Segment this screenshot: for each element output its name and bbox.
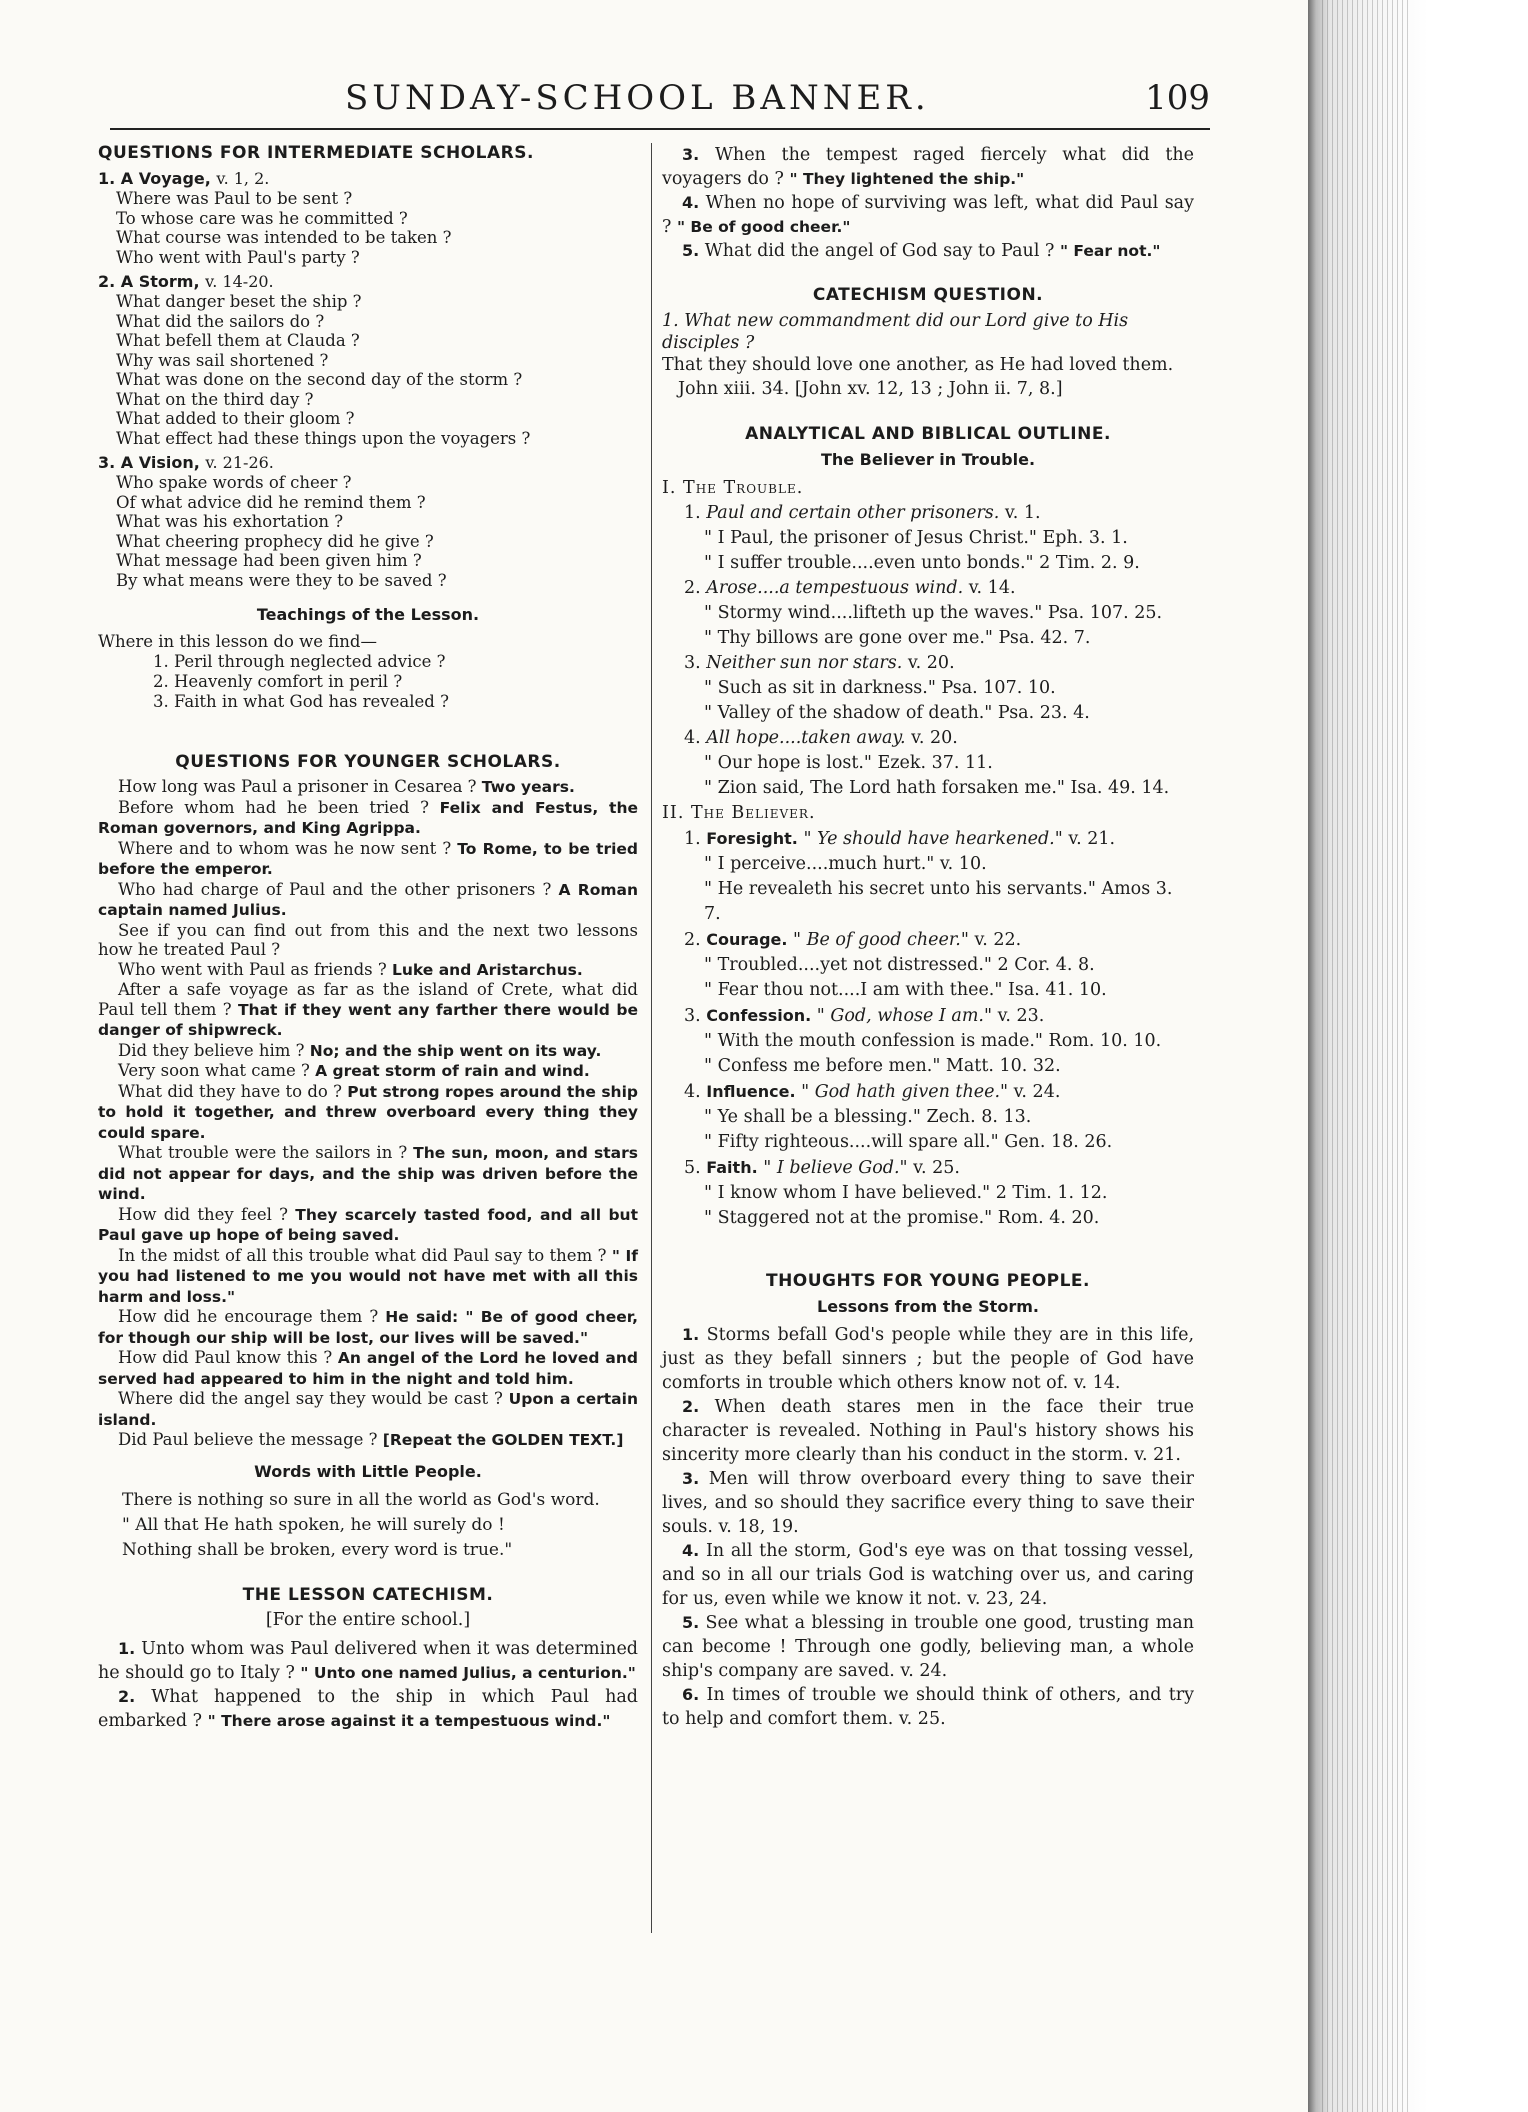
younger-title: QUESTIONS FOR YOUNGER SCHOLARS. [175, 752, 561, 772]
outline-subtitle: The Believer in Trouble. [820, 450, 1036, 469]
question-line: What effect had these things upon the voyagers ? [116, 428, 531, 448]
thought-item [662, 1683, 1194, 1731]
outline-part-heading: II. The Believer. [662, 803, 816, 823]
catechism-number: 2. [118, 1686, 152, 1706]
group-verse-ref: v. 21-26. [205, 453, 274, 472]
outline-quote: " Fifty righteous....will spare all." Gen. 18. 26. [704, 1132, 1113, 1152]
outline-point [684, 501, 1194, 526]
catechism-answer-text: " Fear not." [1059, 242, 1161, 260]
catechism-item [662, 239, 1194, 263]
question-answer [98, 1082, 638, 1144]
outline-point-heading: Courage. [706, 930, 794, 949]
outline-body [662, 476, 1194, 1231]
page-number: 109 [1145, 78, 1210, 118]
outline-point [684, 651, 1194, 676]
thought-text: When death stares men in the face their true character is revealed. Nothing in Paul's history shows his sincerity more clearly than his conduct in the storm. v. 21. [662, 1397, 1195, 1465]
question-line: What message had been given him ? [116, 551, 422, 570]
answer-text: They scarcely tasted food, and all but Paul gave up hope of being saved. [98, 1205, 638, 1244]
catechism-number: 4. [682, 193, 706, 212]
outline-quote: " Staggered not at the promise." Rom. 4. 20. [704, 1208, 1100, 1228]
lesson-catechism-title: THE LESSON CATECHISM. [242, 1584, 494, 1605]
outline-point-heading: Confession. [706, 1006, 817, 1025]
outline-quote: " I perceive....much hurt." v. 10. [704, 854, 987, 874]
thought-number: 2. [682, 1397, 715, 1416]
question-answer [98, 960, 638, 981]
question-answer [98, 1061, 638, 1082]
outline-point-heading: Faith. [706, 1158, 764, 1177]
outline-point-verse: v. 22. [974, 930, 1022, 950]
outline-point-verse: v. 23. [997, 1006, 1045, 1026]
intermediate-title: QUESTIONS FOR INTERMEDIATE SCHOLARS. [98, 143, 534, 163]
answer-text: Put strong ropes around the ship to hold it together, and threw overboard every thing they could spare. [98, 1082, 638, 1142]
outline-point-number: 1. [684, 503, 707, 523]
question-text: What did they have to do ? [118, 1081, 348, 1101]
outline-point [684, 726, 1194, 751]
teaching-item: 3. Faith in what God has revealed ? [153, 692, 449, 711]
question-answer [98, 921, 638, 960]
question-answer [98, 839, 638, 880]
group-verse-ref: v. 1, 2. [216, 169, 270, 188]
header-rule [110, 128, 1210, 130]
question-answer [98, 1143, 638, 1205]
answer-text: To Rome, to be tried before the emperor. [98, 839, 639, 878]
outline-point [684, 1003, 1194, 1029]
catechism-question-text: What happened to the ship in which Paul had embarked ? [98, 1686, 638, 1731]
outline-quote: " Confess me before men." Matt. 10. 32. [704, 1056, 1061, 1076]
outline-point-text: " I believe God." [763, 1158, 914, 1178]
question-group-heading [98, 452, 638, 473]
column-divider [651, 143, 652, 1933]
outline-point-number: 2. [684, 930, 707, 950]
teaching-item: 2. Heavenly comfort in peril ? [153, 672, 403, 691]
outline-point-verse: v. 20. [911, 728, 958, 748]
answer-text: Upon a certain island. [98, 1390, 638, 1429]
outline-quote: " I know whom I have believed." 2 Tim. 1. 12. [704, 1183, 1108, 1203]
outline-point [684, 576, 1194, 601]
question-text: How did he encourage them ? [118, 1307, 386, 1326]
outline-quote: " Our hope is lost." Ezek. 37. 11. [704, 753, 993, 773]
outline-point [684, 826, 1194, 852]
question-line: What was his exhortation ? [116, 512, 344, 531]
outline-point-text: " God, whose I am." [816, 1006, 998, 1026]
thought-item [662, 1395, 1194, 1467]
question-line: What course was intended to be taken ? [116, 228, 452, 247]
question-line: What was done on the second day of the storm ? [116, 370, 523, 389]
question-group-heading [98, 168, 638, 189]
verse-line: Nothing shall be broken, every word is true." [122, 1539, 513, 1560]
thought-item [662, 1611, 1194, 1683]
younger-questions [98, 777, 638, 1451]
outline-point [684, 1079, 1194, 1105]
outline-point-text: Arose....a tempestuous wind. [706, 578, 969, 598]
question-answer [98, 1348, 638, 1389]
little-people-verse [122, 1488, 638, 1563]
outline-point-text: " God hath given thee." [801, 1082, 1014, 1102]
answer-text: " If you had listened to me you would not have met with all this harm and loss." [98, 1246, 638, 1306]
question-line: What danger beset the ship ? [116, 292, 362, 311]
question-answer [98, 1205, 638, 1246]
question-text: Very soon what came ? [118, 1061, 316, 1080]
thought-number: 3. [682, 1469, 709, 1488]
catechism-answer-text: " Be of good cheer." [676, 218, 851, 236]
question-answer [98, 1389, 638, 1430]
thoughts-list [662, 1323, 1194, 1731]
group-title: A Vision, [120, 453, 206, 472]
running-header [110, 78, 1210, 128]
outline-point-text: All hope....taken away. [706, 728, 912, 748]
catechism-answer-text: " Unto one named Julius, a centurion." [300, 1663, 636, 1682]
outline-quote: " Such as sit in darkness." Psa. 107. 10. [704, 678, 1056, 698]
question-group-heading [98, 271, 638, 292]
question-line: What befell them at Clauda ? [116, 331, 360, 350]
right-column [662, 143, 1194, 1731]
outline-point-verse: v. 25. [913, 1158, 960, 1178]
question-text: Where and to whom was he now sent ? [118, 838, 458, 858]
verse-line: There is nothing so sure in all the world as God's word. [122, 1489, 600, 1510]
question-line: By what means were they to be saved ? [116, 570, 447, 590]
teachings-intro: Where in this lesson do we find— [98, 632, 377, 651]
catechism-question: 1. What new commandment did our Lord give to His disciples ? [662, 311, 1129, 353]
outline-quote: " I suffer trouble....even unto bonds." 2 Tim. 2. 9. [704, 553, 1140, 573]
catechism-item [98, 1637, 638, 1685]
catechism-item [662, 191, 1194, 239]
question-answer [98, 1041, 638, 1062]
question-text: Did they believe him ? [118, 1040, 310, 1060]
outline-quote: " With the mouth confession is made." Rom. 10. 10. [704, 1031, 1162, 1051]
outline-point-verse: v. 21. [1068, 829, 1116, 849]
catechism-answer-text: " They lightened the ship." [789, 170, 1025, 188]
book-page-edge [1308, 0, 1528, 2112]
outline-quote: " Stormy wind....lifteth up the waves." Psa. 107. 25. [704, 603, 1163, 623]
answer-text: A Roman captain named Julius. [98, 880, 639, 919]
outline-point-number: 5. [684, 1158, 707, 1178]
outline-point-verse: v. 1. [1004, 503, 1041, 523]
catechism-refs: John xiii. 34. [John xv. 12, 13 ; John ii. 7, 8.] [678, 379, 1063, 399]
thought-number: 6. [682, 1685, 707, 1704]
question-text: How long was Paul a prisoner in Cesarea ? [118, 777, 482, 796]
question-line: Who went with Paul's party ? [116, 247, 360, 267]
catechism-question-text: When no hope of surviving was left, what did Paul say ? [662, 193, 1195, 237]
question-answer [98, 1430, 638, 1451]
outline-point-text: " Be of good cheer." [793, 930, 975, 950]
question-text: Did Paul believe the message ? [118, 1430, 383, 1449]
thought-number: 1. [682, 1325, 707, 1344]
outline-point-number: 4. [684, 1082, 707, 1102]
catechism-number: 3. [682, 145, 715, 164]
teachings-list [153, 652, 638, 712]
question-answer [98, 880, 638, 921]
answer-text: A great storm of rain and wind. [315, 1062, 590, 1080]
outline-point-text: Neither sun nor stars. [706, 653, 908, 673]
question-text: Who had charge of Paul and the other prisoners ? [118, 879, 559, 899]
catechism-question-text: Unto whom was Paul delivered when it was determined he should go to Italy ? [98, 1638, 638, 1683]
group-title: A Storm, [120, 272, 206, 291]
question-text: Before whom had he been tried ? [118, 797, 440, 817]
group-number: 1. [98, 169, 121, 188]
question-line: What on the third day ? [116, 389, 314, 409]
outline-quote: " Zion said, The Lord hath forsaken me." Isa. 49. 14. [704, 778, 1170, 798]
question-line: What cheering prophecy did he give ? [116, 531, 434, 551]
outline-point [684, 1155, 1194, 1181]
outline-part-heading: I. The Trouble. [662, 478, 804, 498]
answer-text: He said: " Be of good cheer, for though our ship will be lost, our lives will be saved." [98, 1308, 638, 1347]
verse-line: " All that He hath spoken, he will surely do ! [122, 1514, 505, 1535]
question-text: How did Paul know this ? [118, 1348, 338, 1367]
outline-title: ANALYTICAL AND BIBLICAL OUTLINE. [745, 424, 1111, 444]
answer-text: Two years. [481, 778, 575, 796]
question-answer [98, 798, 638, 839]
teachings-title: Teachings of the Lesson. [256, 605, 480, 624]
catechism-question-text: When the tempest raged fiercely what did the voyagers do ? [662, 145, 1195, 189]
outline-point-number: 3. [684, 1006, 707, 1026]
group-number: 2. [98, 272, 121, 291]
lesson-catechism-subtitle: [For the entire school.] [265, 1609, 471, 1630]
question-line: Why was sail shortened ? [116, 350, 329, 370]
outline-point-verse: v. 14. [968, 578, 1016, 598]
answer-text: No; and the ship went on its way. [309, 1041, 602, 1060]
group-number: 3. [98, 453, 121, 472]
outline-quote: " Fear thou not....I am with thee." Isa. 41. 10. [704, 980, 1107, 1000]
outline-point-text: Paul and certain other prisoners. [706, 503, 1005, 523]
question-text: See if you can find out from this and the next two lessons how he treated Paul ? [98, 920, 638, 959]
thoughts-subtitle: Lessons from the Storm. [817, 1297, 1039, 1316]
catechism-number: 1. [118, 1638, 142, 1658]
thought-item [662, 1539, 1194, 1611]
answer-text: The sun, moon, and stars did not appear for days, and the ship was driven before the wind. [98, 1144, 638, 1203]
thought-text: See what a blessing in trouble one good, trusting man can become ! Through one godly, believing man, a whole ship's company are saved. v. 24. [662, 1613, 1194, 1681]
outline-quote: " Thy billows are gone over me." Psa. 42. 7. [704, 628, 1091, 648]
outline-quote: " Valley of the shadow of death." Psa. 23. 4. [704, 703, 1090, 723]
question-text: What trouble were the sailors in ? [118, 1143, 414, 1162]
teaching-item: 1. Peril through neglected advice ? [153, 652, 446, 671]
catechism-item [98, 1685, 638, 1733]
outline-point-heading: Influence. [706, 1082, 802, 1101]
question-answer [98, 1307, 638, 1348]
thought-item [662, 1323, 1194, 1395]
group-title: A Voyage, [120, 169, 217, 188]
catechism-question-title: CATECHISM QUESTION. [812, 285, 1044, 305]
question-answer [98, 1246, 638, 1308]
group-verse-ref: v. 14-20. [205, 272, 274, 291]
question-line: To whose care was he committed ? [116, 208, 408, 228]
question-answer [98, 980, 638, 1041]
answer-text: Luke and Aristarchus. [391, 960, 583, 979]
catechism-number: 5. [682, 241, 705, 260]
answer-text: Felix and Festus, the Roman governors, and King Agrippa. [98, 798, 638, 837]
question-line: Of what advice did he remind them ? [116, 492, 426, 512]
running-title: SUNDAY-SCHOOL BANNER. [345, 78, 930, 118]
outline-point-verse: v. 24. [1013, 1082, 1061, 1102]
little-people-title: Words with Little People. [254, 1461, 482, 1481]
question-line: Where was Paul to be sent ? [116, 189, 353, 208]
question-text: How did they feel ? [118, 1204, 296, 1224]
thought-text: Men will throw overboard every thing to save their lives, and so should they sacrifice every thing to save their souls. v. 18, 19. [662, 1469, 1194, 1537]
outline-quote: " He revealeth his secret unto his servants." Amos 3. 7. [704, 879, 1173, 924]
question-line: What added to their gloom ? [116, 409, 355, 428]
thought-text: In times of trouble we should think of others, and try to help and comfort them. v. 25. [662, 1685, 1194, 1729]
question-line: What did the sailors do ? [116, 311, 325, 331]
answer-text: An angel of the Lord he loved and served had appeared to him in the night and told him. [98, 1349, 638, 1388]
outline-point-text: " Ye should have hearkened." [803, 829, 1069, 849]
thought-number: 4. [682, 1541, 706, 1560]
outline-quote: " I Paul, the prisoner of Jesus Christ." Eph. 3. 1. [704, 528, 1128, 548]
question-answer [98, 777, 638, 798]
thoughts-title: THOUGHTS FOR YOUNG PEOPLE. [765, 1271, 1091, 1291]
answer-text: That if they went any farther there would be danger of shipwreck. [98, 1000, 639, 1039]
thought-number: 5. [682, 1613, 706, 1632]
thought-text: In all the storm, God's eye was on that tossing vessel, and so in all our trials God is watching over us, and caring for us, even while we know it not. v. 23, 24. [662, 1541, 1194, 1609]
thought-item [662, 1467, 1194, 1539]
outline-point-number: 1. [684, 829, 707, 849]
outline-point-number: 2. [684, 578, 707, 598]
answer-text: [Repeat the GOLDEN TEXT.] [382, 1431, 624, 1449]
question-text: Where did the angel say they would be cast ? [118, 1389, 509, 1408]
outline-point-verse: v. 20. [907, 653, 955, 673]
intermediate-questions [98, 168, 638, 590]
catechism-answer-text: " There arose against it a tempestuous wind." [207, 1711, 611, 1730]
outline-point [684, 927, 1194, 953]
question-line: Who spake words of cheer ? [116, 473, 352, 492]
lesson-catechism-items-left [98, 1637, 638, 1733]
catechism-answer: That they should love one another, as He had loved them. [662, 355, 1174, 375]
outline-point-heading: Foresight. [706, 829, 804, 848]
catechism-question-text: What did the angel of God say to Paul ? [704, 241, 1060, 261]
outline-quote: " Troubled....yet not distressed." 2 Cor. 4. 8. [704, 955, 1095, 975]
question-text: Who went with Paul as friends ? [118, 959, 392, 979]
outline-point-number: 3. [684, 653, 707, 673]
question-text: In the midst of all this trouble what did Paul say to them ? [118, 1245, 612, 1265]
thought-text: Storms befall God's people while they are in this life, just as they befall sinners ; but the people of God have comforts in trouble which others know not of. v. 14. [662, 1325, 1195, 1393]
outline-quote: " Ye shall be a blessing." Zech. 8. 13. [704, 1107, 1032, 1127]
lesson-catechism-items-right [662, 143, 1194, 263]
outline-point-number: 4. [684, 728, 707, 748]
left-column [98, 143, 638, 1733]
catechism-item [662, 143, 1194, 191]
question-text: After a safe voyage as far as the island of Crete, what did Paul tell them ? [98, 980, 638, 1019]
